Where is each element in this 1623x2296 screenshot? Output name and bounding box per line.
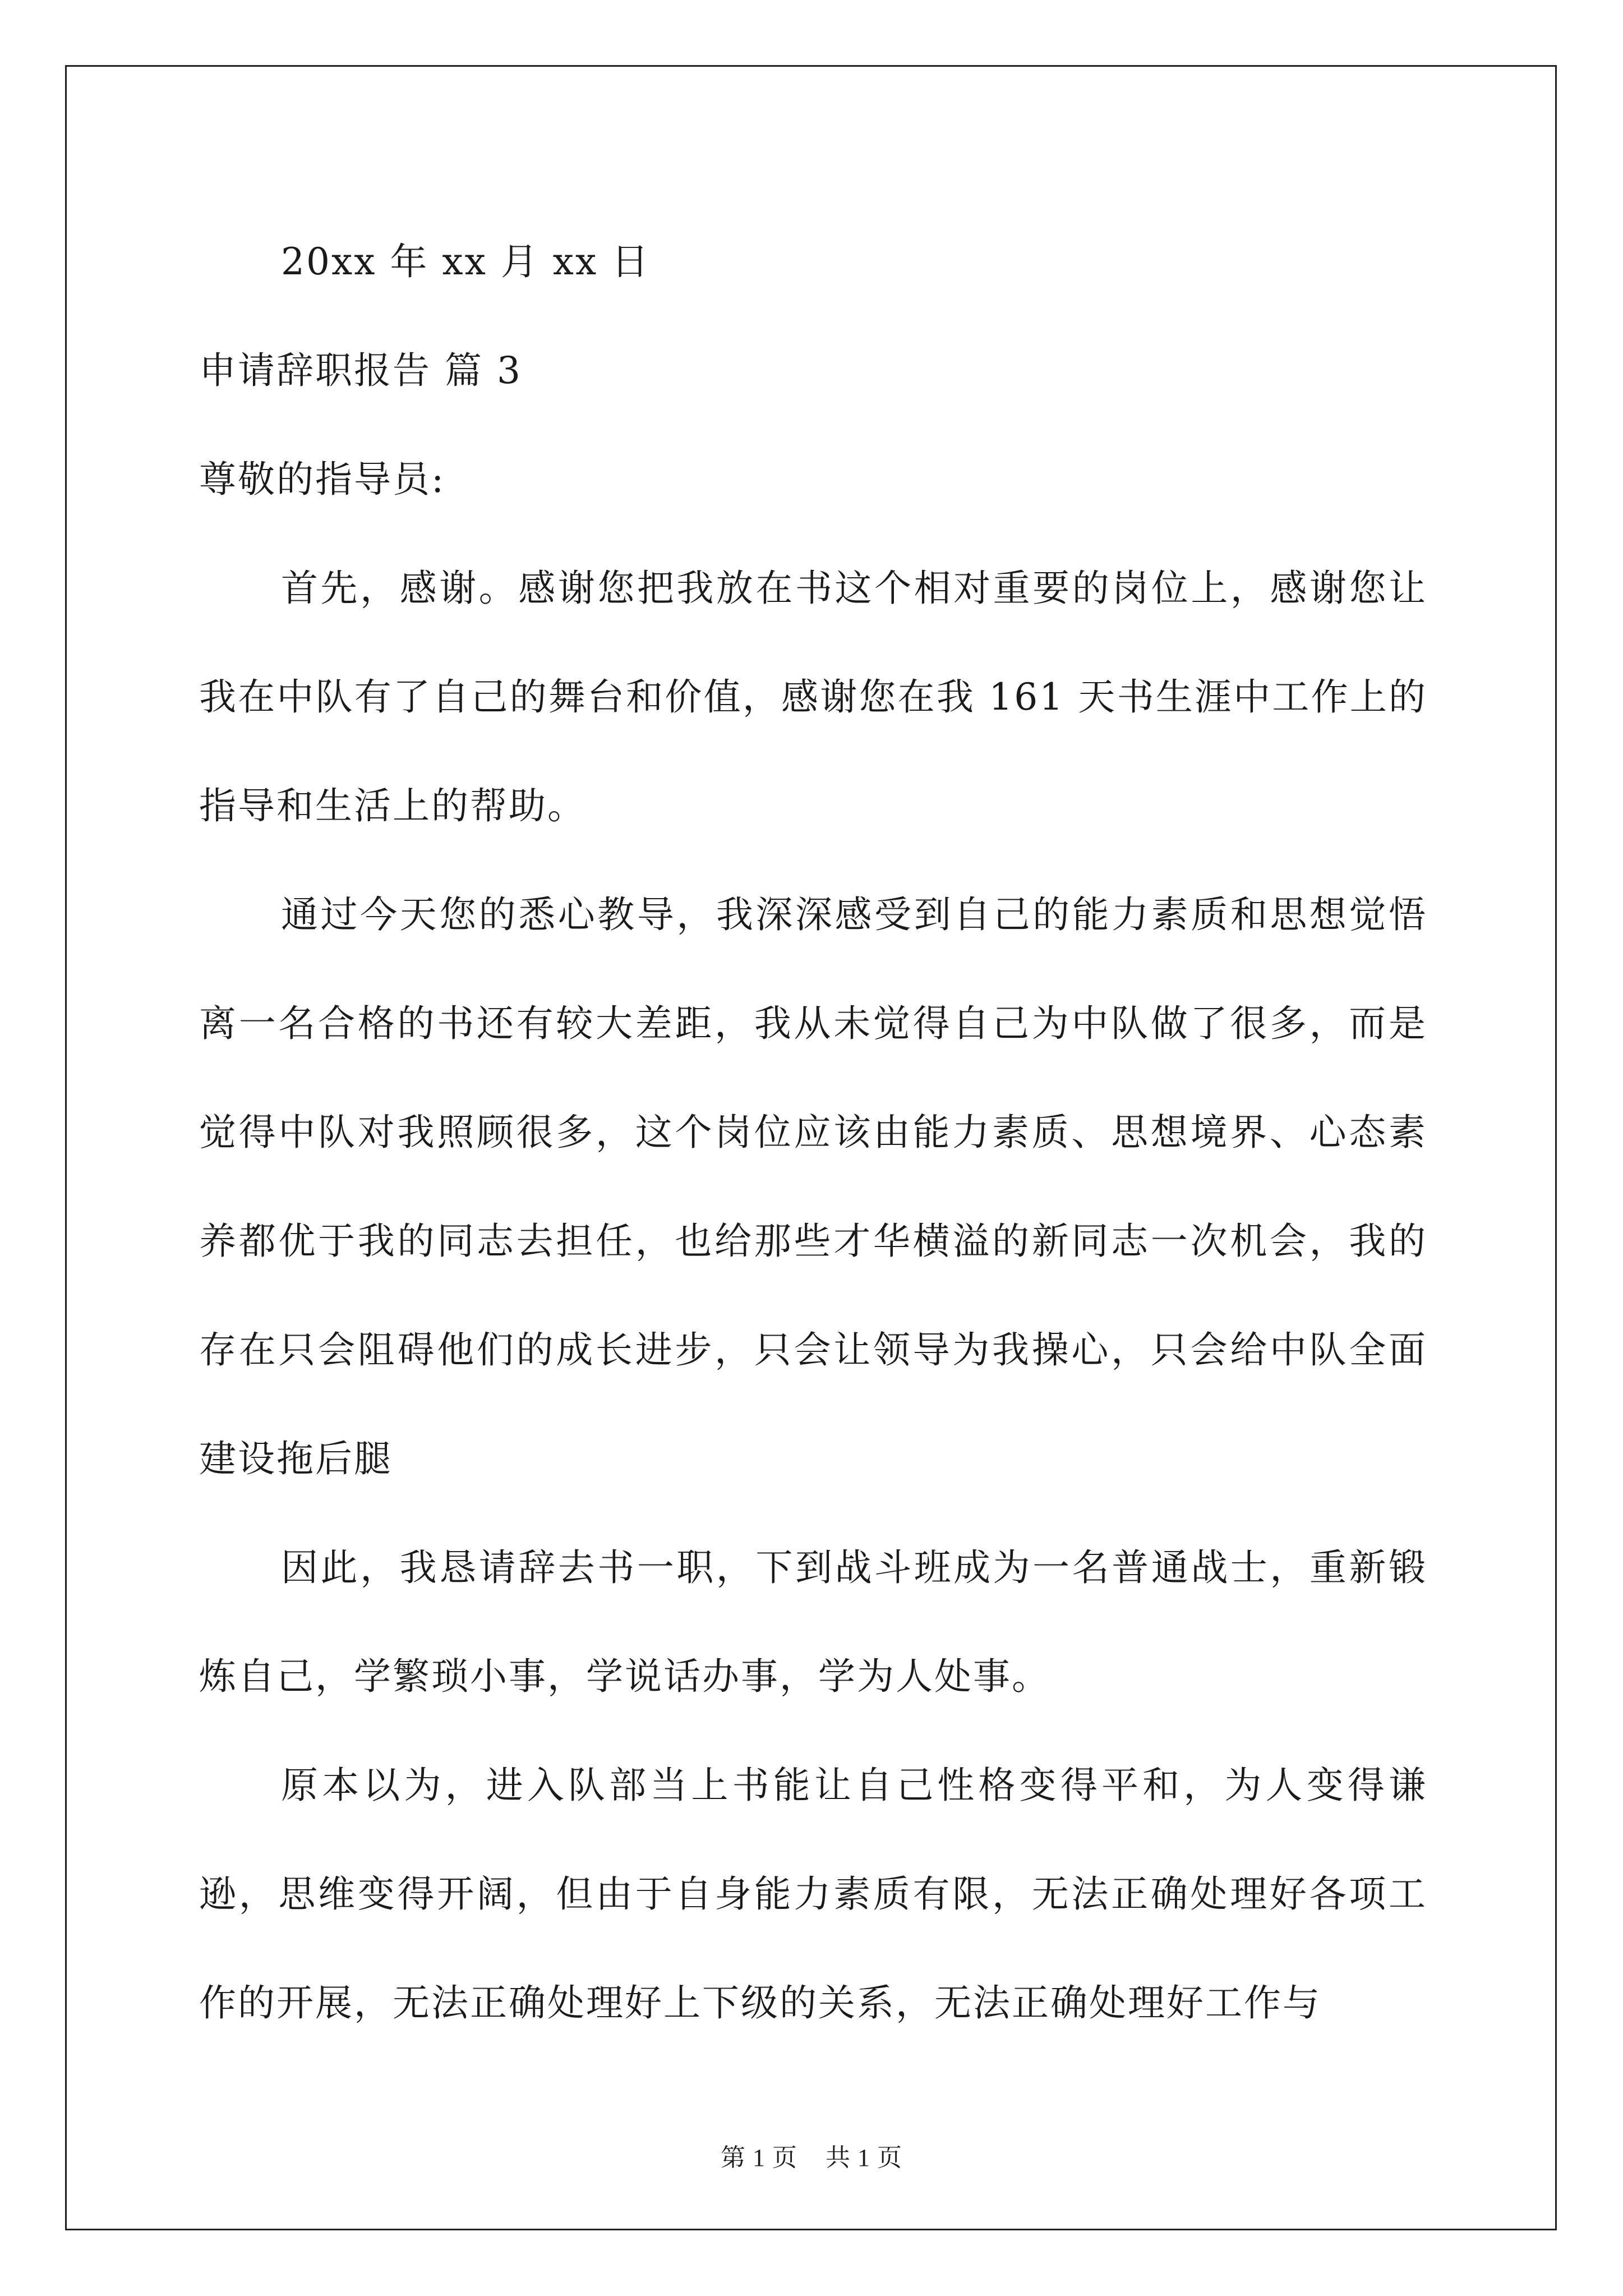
document-body bbox=[199, 208, 1427, 2058]
page-footer bbox=[0, 2137, 1623, 2173]
paragraph-2: 通过今天您的悉心教导，我深深感受到自己的能力素质和思想觉悟离一名合格的书还有较大差距，我从未觉得自己为中队做了很多，而是觉得中队对我照顾很多，这个岗位应该由能力素质、思想境界、心态素养都优于我的同志去担任，也给那些才华横溢的新同志一次机会，我的存在只会阻碍他们的成长进步，只会让领导为我操心，只会给中队全面建设拖后腿 bbox=[199, 893, 1427, 1480]
paragraph-1: 首先，感谢。感谢您把我放在书这个相对重要的岗位上，感谢您让我在中队有了自己的舞台和价值，感谢您在我 161 天书生涯中工作上的指导和生活上的帮助。 bbox=[199, 567, 1427, 827]
page-number-current: 第 1 页 bbox=[721, 2144, 797, 2171]
paragraph-4: 原本以为，进入队部当上书能让自己性格变得平和，为人变得谦逊，思维变得开阔，但由于自身能力素质有限，无法正确处理好各项工作的开展，无法正确处理好上下级的关系，无法正确处理好工作与 bbox=[199, 1764, 1427, 2024]
document-date: 20xx 年 xx 月 xx 日 bbox=[281, 240, 651, 283]
salutation: 尊敬的指导员: bbox=[199, 458, 446, 501]
paragraph-3: 因此，我恳请辞去书一职，下到战斗班成为一名普通战士，重新锻炼自己，学繁琐小事，学说话办事，学为人处事。 bbox=[199, 1546, 1427, 1698]
page-number-total: 共 1 页 bbox=[826, 2144, 902, 2171]
section-title: 申请辞职报告 篇 3 bbox=[199, 349, 522, 392]
